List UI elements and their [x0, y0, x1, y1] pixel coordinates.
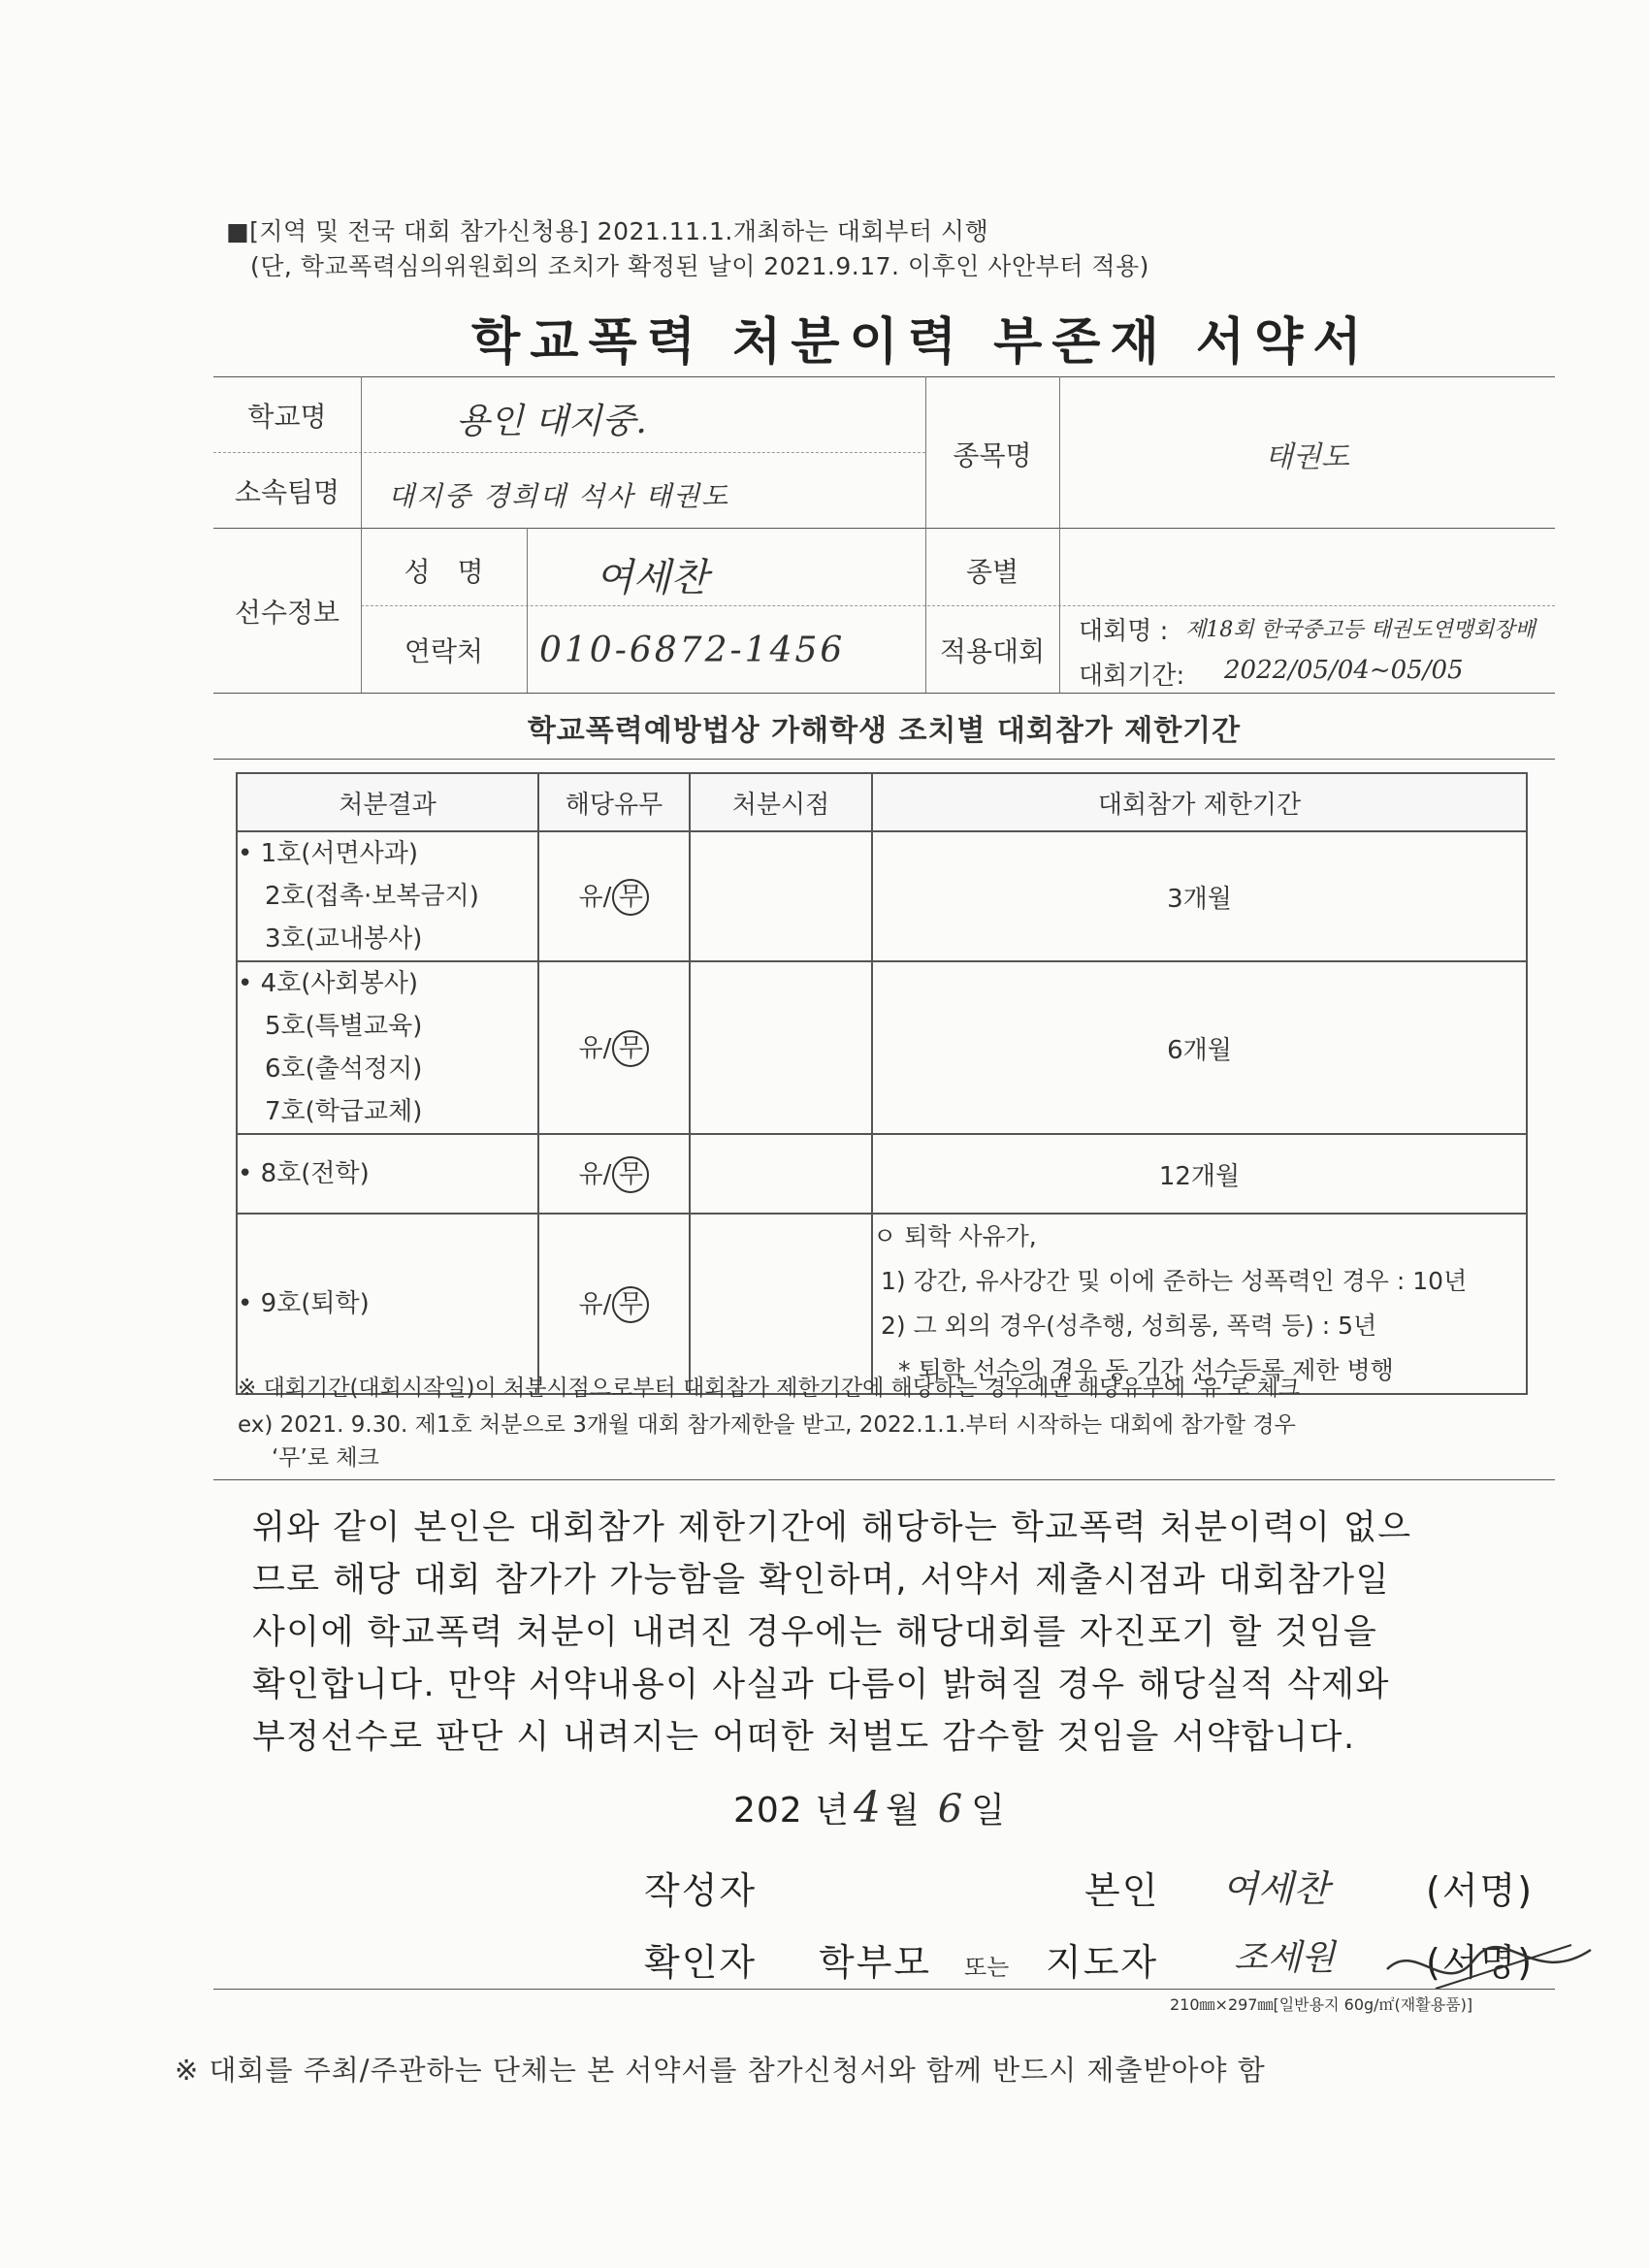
- pledge-line: 확인합니다. 만약 서약내용이 사실과 다름이 밝혀질 경우 해당실적 삭제와: [252, 1666, 1390, 1704]
- sanction-item: • 4호(사회봉사): [238, 969, 419, 998]
- info-divider: [213, 452, 925, 453]
- restriction-period: 3개월: [872, 831, 1527, 961]
- sanction-item: 7호(학급교체): [265, 1097, 423, 1126]
- school-label: 학교명: [247, 401, 327, 433]
- confirmer-label: 확인자: [644, 1941, 758, 1984]
- sanction-date-cell[interactable]: [690, 1134, 872, 1214]
- name-label: 성 명: [404, 556, 484, 588]
- signature-bottom-border: [213, 1989, 1555, 1990]
- category-label: 종별: [965, 556, 1019, 588]
- notes-bottom-border: [213, 1479, 1555, 1480]
- yes-option: 유/: [578, 1290, 612, 1319]
- pledge-line: 위와 같이 본인은 대회참가 제한기간에 해당하는 학교폭력 처분이력이 없으: [252, 1508, 1412, 1547]
- contact-value: 010-6872-1456: [539, 631, 846, 670]
- note-2: ex) 2021. 9.30. 제1호 처분으로 3개월 대회 참가제한을 받고, 2022.1.1.부터 시작하는 대회에 참가할 경우: [238, 1412, 1296, 1438]
- date-line: [733, 1783, 1006, 1832]
- pledge-line: 사이에 학교폭력 처분이 내려진 경우에는 해당대회를 자진포기 할 것임을: [252, 1613, 1378, 1652]
- info-column-divider: [1059, 376, 1060, 693]
- header-restriction-period: 대회참가 제한기간: [872, 773, 1527, 831]
- pledge-line: 므로 해당 대회 참가가 가능함을 확인하며, 서약서 제출시점과 대회참가일: [252, 1561, 1390, 1600]
- sanction-date-cell[interactable]: [690, 1214, 872, 1394]
- notice-line-1: ■[지역 및 전국 대회 참가신청용] 2021.11.1.개최하는 대회부터 시행: [226, 217, 989, 245]
- document-title: 학교폭력 처분이력 부존재 서약서: [471, 313, 1372, 372]
- yes-no-check[interactable]: [538, 961, 690, 1134]
- table-row: [237, 831, 1527, 961]
- or-label: 또는: [964, 1954, 1010, 1981]
- table-row: [237, 1134, 1527, 1214]
- expulsion-rule-line: * 퇴학 선수의 경우 동 기간 선수등록 제한 병행: [898, 1356, 1394, 1384]
- self-sign-mark: (서명): [1426, 1869, 1535, 1912]
- no-option-circled: 무: [612, 1286, 649, 1323]
- coach-label: 지도자: [1046, 1941, 1159, 1984]
- yes-no-check[interactable]: [538, 831, 690, 961]
- sanction-items: [237, 1134, 538, 1214]
- section-title: 학교폭력예방법상 가해학생 조치별 대회참가 제한기간: [527, 714, 1242, 748]
- header-applicable: 해당유무: [538, 773, 690, 831]
- no-option-circled: 무: [612, 1030, 649, 1067]
- competition-period-label: 대회기간:: [1079, 662, 1185, 691]
- sanction-item: 5호(특별교육): [265, 1012, 423, 1041]
- note-3: ‘무’로 체크: [272, 1445, 379, 1471]
- date-prefix: 202 년: [733, 1791, 850, 1831]
- notice-line-2: (단, 학교폭력심의위원회의 조치가 확정된 날이 2021.9.17. 이후인 사안부터 적용): [250, 252, 1149, 280]
- info-divider: [361, 605, 1555, 606]
- expulsion-rule-line: 2) 그 외의 경우(성추행, 성희롱, 폭력 등) : 5년: [881, 1312, 1377, 1340]
- applied-competition-label: 적용대회: [939, 635, 1046, 667]
- competition-name-value: 제18회 한국중고등 태권도연맹회장배: [1185, 618, 1536, 642]
- info-divider: [213, 759, 1555, 760]
- sanction-item: 2호(접촉·보복금지): [265, 882, 479, 911]
- writer-label: 작성자: [644, 1869, 758, 1912]
- sanction-items: [237, 831, 538, 961]
- sanction-items: [237, 1214, 538, 1394]
- pledge-line: 부정선수로 판단 시 내려지는 어떠한 처벌도 감수할 것임을 서약합니다.: [252, 1718, 1356, 1757]
- school-value: 용인 대지중.: [456, 402, 647, 441]
- sanction-date-cell[interactable]: [690, 831, 872, 961]
- date-day-unit: 일: [971, 1791, 1006, 1831]
- name-value: 여세찬: [596, 556, 708, 600]
- info-table-top-border: [213, 376, 1555, 377]
- header-sanction-date: 처분시점: [690, 773, 872, 831]
- event-value: 태권도: [1265, 440, 1349, 474]
- paper-spec: 210㎜×297㎜[일반용지 60g/㎡(재활용품)]: [1170, 1995, 1473, 2014]
- team-value: 대지중 경희대 석사 태권도: [388, 480, 730, 512]
- sanction-table: [236, 772, 1528, 1395]
- sanction-date-cell[interactable]: [690, 961, 872, 1134]
- self-signature-name[interactable]: 여세찬: [1222, 1867, 1330, 1910]
- coach-sign-mark: (서명): [1426, 1941, 1535, 1984]
- parent-label: 학부모: [819, 1941, 932, 1984]
- contact-label: 연락처: [404, 635, 484, 667]
- sanction-item: • 1호(서면사과): [238, 839, 419, 868]
- competition-name-label: 대회명 :: [1079, 617, 1169, 646]
- sanction-item: 6호(출석정지): [265, 1054, 423, 1084]
- yes-option: 유/: [578, 1034, 612, 1063]
- header-sanction-result: 처분결과: [237, 773, 538, 831]
- team-label: 소속팀명: [234, 476, 340, 508]
- no-option-circled: 무: [612, 1156, 649, 1193]
- date-day[interactable]: 6: [937, 1787, 964, 1831]
- expulsion-rule-line: ㅇ 퇴학 사유가,: [873, 1222, 1037, 1250]
- expulsion-rules: [872, 1214, 1527, 1394]
- table-row: [237, 961, 1527, 1134]
- event-label: 종목명: [953, 439, 1032, 471]
- yes-no-check[interactable]: [538, 1134, 690, 1214]
- date-month-unit: 월: [885, 1791, 921, 1831]
- footer-note: ※ 대회를 주최/주관하는 단체는 본 서약서를 참가신청서와 함께 반드시 제출받아야 함: [175, 2054, 1266, 2087]
- pledge-text: [252, 1502, 1533, 1764]
- date-month[interactable]: 4: [853, 1783, 882, 1832]
- competition-period-value: 2022/05/04~05/05: [1224, 656, 1464, 685]
- restriction-period: 12개월: [872, 1134, 1527, 1214]
- info-divider: [213, 693, 1555, 694]
- sanction-item: • 9호(퇴학): [238, 1289, 370, 1318]
- table-row: [237, 1214, 1527, 1394]
- no-option-circled: 무: [612, 879, 649, 916]
- info-column-divider: [527, 528, 528, 693]
- scribble-stroke: [1387, 1947, 1591, 1973]
- coach-signature-name[interactable]: 조세원: [1234, 1938, 1336, 1978]
- yes-option: 유/: [578, 883, 612, 912]
- sanction-item: 3호(교내봉사): [265, 924, 423, 954]
- sanction-items: [237, 961, 538, 1134]
- restriction-period: 6개월: [872, 961, 1527, 1134]
- yes-option: 유/: [578, 1160, 612, 1189]
- athlete-info-label: 선수정보: [234, 597, 340, 629]
- self-label: 본인: [1084, 1869, 1160, 1912]
- info-divider: [213, 528, 1555, 529]
- table-header-row: [237, 773, 1527, 831]
- scribble-stroke: [1436, 1945, 1571, 1989]
- note-1: ※ 대회기간(대회시작일)이 처분시점으로부터 대회참가 제한기간에 해당하는 경우에만 해당유무에 ‘유’로 체크: [238, 1376, 1301, 1401]
- expulsion-rule-line: 1) 강간, 유사강간 및 이에 준하는 성폭력인 경우 : 10년: [881, 1267, 1468, 1295]
- sanction-item: • 8호(전학): [238, 1159, 370, 1188]
- yes-no-check[interactable]: [538, 1214, 690, 1394]
